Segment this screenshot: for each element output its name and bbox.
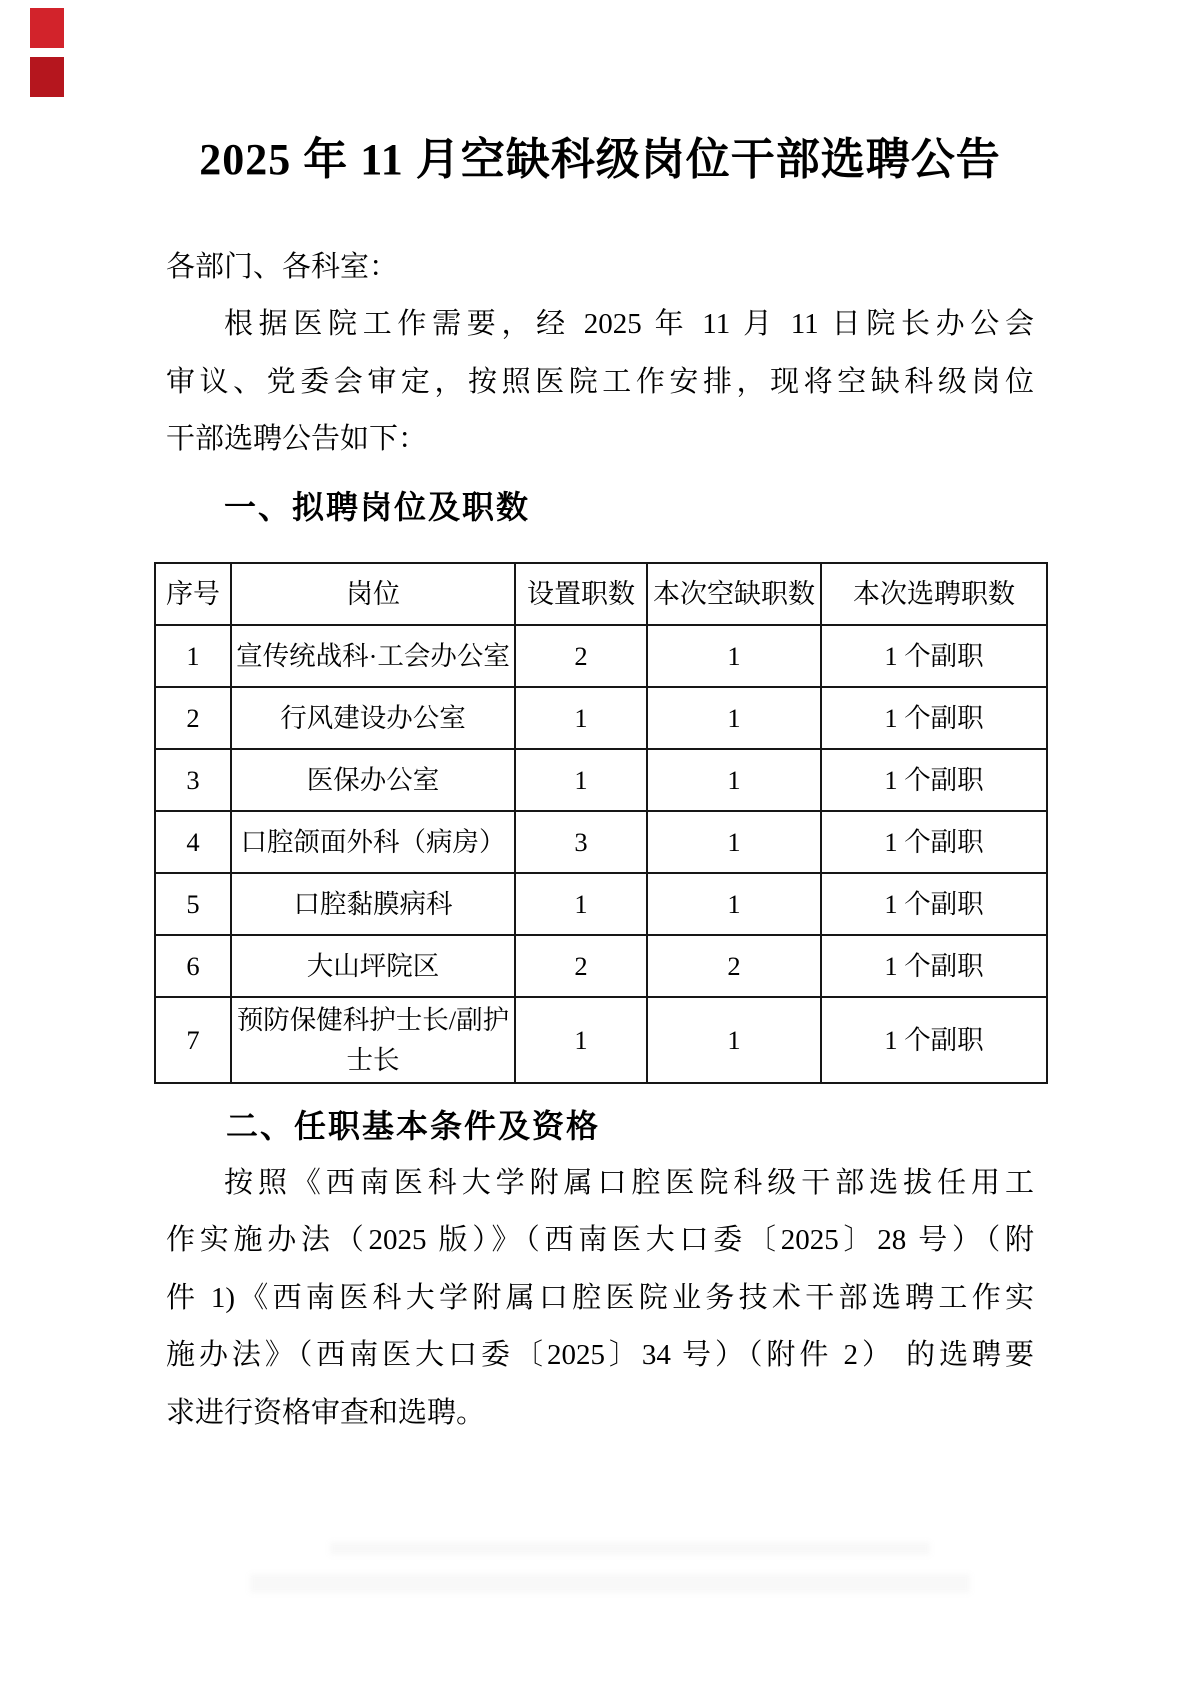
salutation: 各部门、各科室： [166, 251, 399, 283]
positions-table [154, 562, 1048, 1084]
table-cell: 2 [155, 687, 231, 749]
table-cell: 1 个副职 [821, 935, 1047, 997]
red-square-mark-bottom [30, 57, 64, 97]
table-cell: 1 [647, 687, 821, 749]
qualification-paragraph [166, 1155, 1034, 1443]
table-cell: 医保办公室 [231, 749, 515, 811]
qualification-line: 作实施办法（2025 版）》（西南医大口委〔2025〕28 号）（附 [166, 1224, 1034, 1256]
table-cell: 预防保健科护士长/副护士长 [231, 997, 515, 1083]
table-cell: 口腔黏膜病科 [231, 873, 515, 935]
table-cell: 1 [647, 873, 821, 935]
table-row [155, 625, 1047, 687]
table-cell: 1 [515, 873, 647, 935]
table-cell: 1 [647, 625, 821, 687]
table-row [155, 749, 1047, 811]
table-cell: 3 [515, 811, 647, 873]
table-cell: 1 个副职 [821, 997, 1047, 1083]
table-cell: 1 个副职 [821, 687, 1047, 749]
table-header-cell: 序号 [155, 563, 231, 625]
table-cell: 1 个副职 [821, 625, 1047, 687]
intro-line: 审议、党委会审定，按照医院工作安排，现将空缺科级岗位 [166, 365, 1034, 398]
table-header-cell: 本次选聘职数 [821, 563, 1047, 625]
table-row [155, 873, 1047, 935]
table-cell: 2 [515, 935, 647, 997]
table-row [155, 935, 1047, 997]
watermark-remnant [250, 1574, 970, 1593]
table-cell: 1 [515, 997, 647, 1083]
corner-marks [30, 8, 64, 106]
table-cell: 5 [155, 873, 231, 935]
qualification-line: 按照《西南医科大学附属口腔医院科级干部选拔任用工 [224, 1166, 1034, 1199]
table-cell: 宣传统战科·工会办公室 [231, 625, 515, 687]
table-cell: 口腔颌面外科（病房） [231, 811, 515, 873]
table-cell: 6 [155, 935, 231, 997]
table-cell: 1 [515, 749, 647, 811]
watermark-remnant [330, 1542, 930, 1555]
table-row [155, 687, 1047, 749]
intro-line: 根据医院工作需要，经 2025 年 11 月 11 日院长办公会 [224, 308, 1034, 340]
table-cell: 行风建设办公室 [231, 687, 515, 749]
table-cell: 1 [647, 749, 821, 811]
table-cell: 3 [155, 749, 231, 811]
table-cell: 1 [155, 625, 231, 687]
table-cell: 7 [155, 997, 231, 1083]
table-cell: 1 个副职 [821, 811, 1047, 873]
table-cell: 1 [647, 811, 821, 873]
qualification-line: 施办法》（西南医大口委〔2025〕34 号）（附件 2） 的选聘要 [166, 1339, 1034, 1371]
table-header-cell: 岗位 [231, 563, 515, 625]
table-row [155, 997, 1047, 1083]
document-title: 2025 年 11 月空缺科级岗位干部选聘公告 [199, 135, 1001, 184]
section-2-heading: 二、任职基本条件及资格 [226, 1107, 601, 1144]
qualification-line: 求进行资格审查和选聘。 [166, 1396, 486, 1429]
intro-paragraph [166, 296, 1034, 469]
table-header-cell: 本次空缺职数 [647, 563, 821, 625]
table-cell: 大山坪院区 [231, 935, 515, 997]
table-cell: 1 [515, 687, 647, 749]
intro-line: 干部选聘公告如下： [166, 423, 428, 455]
table-row [155, 811, 1047, 873]
section-1-heading: 一、拟聘岗位及职数 [224, 488, 531, 525]
qualification-line: 件 1)《西南医科大学附属口腔医院业务技术干部选聘工作实 [166, 1281, 1034, 1314]
table-cell: 2 [647, 935, 821, 997]
table-cell: 1 个副职 [821, 873, 1047, 935]
table-cell: 1 个副职 [821, 749, 1047, 811]
table-header-row [155, 563, 1047, 625]
table-cell: 1 [647, 997, 821, 1083]
table-header-cell: 设置职数 [515, 563, 647, 625]
table-cell: 4 [155, 811, 231, 873]
red-square-mark-top [30, 8, 64, 48]
table-cell: 2 [515, 625, 647, 687]
